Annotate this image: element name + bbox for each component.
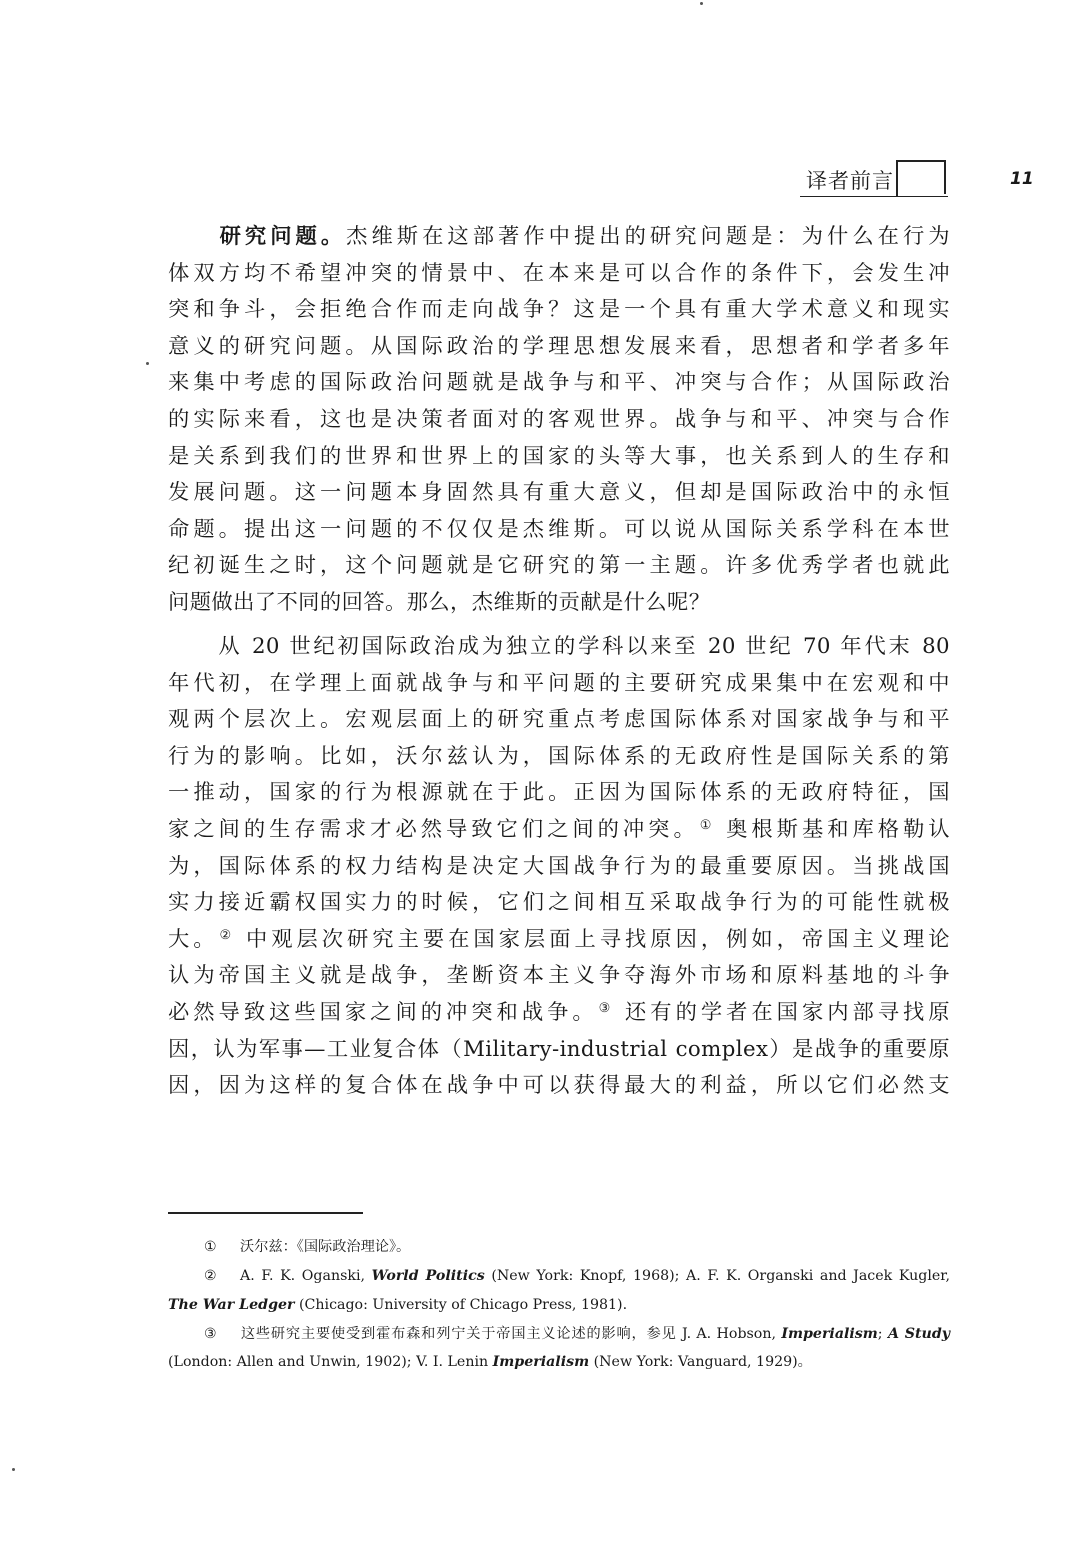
text-line: 是关系到我们的世界和世界上的国家的头等大事，也关系到人的生存和 — [168, 443, 950, 469]
footnote-ref-1[interactable]: ① — [699, 817, 716, 833]
footnotes — [168, 1233, 950, 1377]
footnote-divider — [168, 1212, 363, 1214]
scan-speck — [12, 1468, 15, 1471]
text-line: 的实际来看，这也是决策者面对的客观世界。战争与和平、冲突与合作 — [168, 406, 950, 432]
page-number: 11 — [1010, 169, 1034, 189]
text-line: 发展问题。这一问题本身固然具有重大意义，但却是国际政治中的永恒 — [168, 480, 950, 506]
text-line: 为，国际体系的权力结构是决定大国战争行为的最重要原因。当挑战国 — [168, 853, 950, 879]
text-line: 认为帝国主义就是战争，垄断资本主义争夺海外市场和原料基地的斗争 — [168, 963, 950, 989]
header-title: 译者前言 — [806, 169, 894, 193]
text-line: 研究问题。杰维斯在这部著作中提出的研究问题是：为什么在行为 — [216, 224, 950, 249]
page-number-box — [898, 160, 1034, 194]
scan-speck — [700, 2, 703, 5]
footnote-mark: ② — [204, 1268, 217, 1285]
text-line: 年代初，在学理上面就战争与和平问题的主要研究成果集中在宏观和中 — [168, 670, 950, 696]
text-line: 命题。提出这一问题的不仅仅是杰维斯。可以说从国际关系学科在本世 — [168, 516, 950, 542]
footnote-mark: ① — [204, 1239, 217, 1255]
text-line: 来集中考虑的国际政治问题就是战争与和平、冲突与合作；从国际政治 — [168, 370, 950, 396]
book-title: Imperialism — [492, 1354, 590, 1371]
book-title: The War Ledger — [168, 1296, 295, 1313]
text-line: 纪初诞生之时，这个问题就是它研究的第一主题。许多优秀学者也就此 — [168, 553, 950, 579]
footnote-2: ② A. F. K. Oganski, World Politics (New York: Knopf, 1968); A. F. K. Organski and Jacek Kugler, The War Ledger (Chicago: University of Chicago Press, 1981). — [168, 1262, 950, 1319]
footnote-ref-2[interactable]: ② — [219, 927, 236, 943]
running-header — [800, 160, 1034, 197]
book-title: Imperialism — [781, 1325, 878, 1342]
book-title: A Study — [887, 1325, 951, 1342]
text-line: 必然导致这些国家之间的冲突和战争。③ 还有的学者在国家内部寻找原 — [168, 999, 950, 1025]
footnote-ref-3[interactable]: ③ — [598, 1000, 615, 1016]
text-line: 突和争斗，会拒绝合作而走向战争？这是一个具有重大学术意义和现实 — [168, 297, 950, 323]
footnote-1: ① 沃尔兹：《国际政治理论》。 — [168, 1233, 950, 1261]
text-line: 因，认为军事—工业复合体（Military-industrial complex）是战争的重要原 — [168, 1036, 950, 1062]
text-line: 家之间的生存需求才必然导致它们之间的冲突。① 奥根斯基和库格勒认 — [168, 816, 951, 842]
text-line: 因，因为这样的复合体在战争中可以获得最大的利益，所以它们必然支 — [168, 1073, 950, 1099]
text-line: 大。② 中观层次研究主要在国家层面上寻找原因，例如，帝国主义理论 — [168, 926, 950, 952]
footnote-3: ③ 这些研究主要使受到霍布森和列宁关于帝国主义论述的影响，参见 J. A. Hobson, Imperialism; A Study (London: Allen and Unwin, 1902); V. I. Lenin Imperialism (New York: Vanguard, 1929)。 — [168, 1320, 950, 1377]
paragraph-research-question — [168, 219, 950, 622]
text-line: 一推动，国家的行为根源就在于此。正因为国际体系的无政府特征，国 — [168, 780, 950, 806]
text-line: 体双方均不希望冲突的情景中、在本来是可以合作的条件下，会发生冲 — [168, 260, 950, 286]
book-title: World Politics — [371, 1268, 485, 1285]
text-line: 意义的研究问题。从国际政治的学理思想发展来看，思想者和学者多年 — [168, 333, 950, 359]
footnote-mark: ③ — [204, 1325, 217, 1342]
paragraph-lead: 研究问题。 — [216, 224, 347, 249]
scan-speck — [146, 362, 149, 365]
text-line: 行为的影响。比如，沃尔兹认为，国际体系的无政府性是国际关系的第 — [168, 743, 950, 769]
text-line: 从 20 世纪初国际政治成为独立的学科以来至 20 世纪 70 年代末 80 — [216, 634, 950, 659]
text-line: 观两个层次上。宏观层面上的研究重点考虑国际体系对国家战争与和平 — [168, 707, 950, 733]
text-line: 问题做出了不同的回答。那么，杰维斯的贡献是什么呢？ — [168, 589, 711, 615]
paragraph-history — [168, 629, 950, 1105]
text-line: 实力接近霸权国实力的时候，它们之间相互采取战争行为的可能性就极 — [168, 890, 950, 916]
